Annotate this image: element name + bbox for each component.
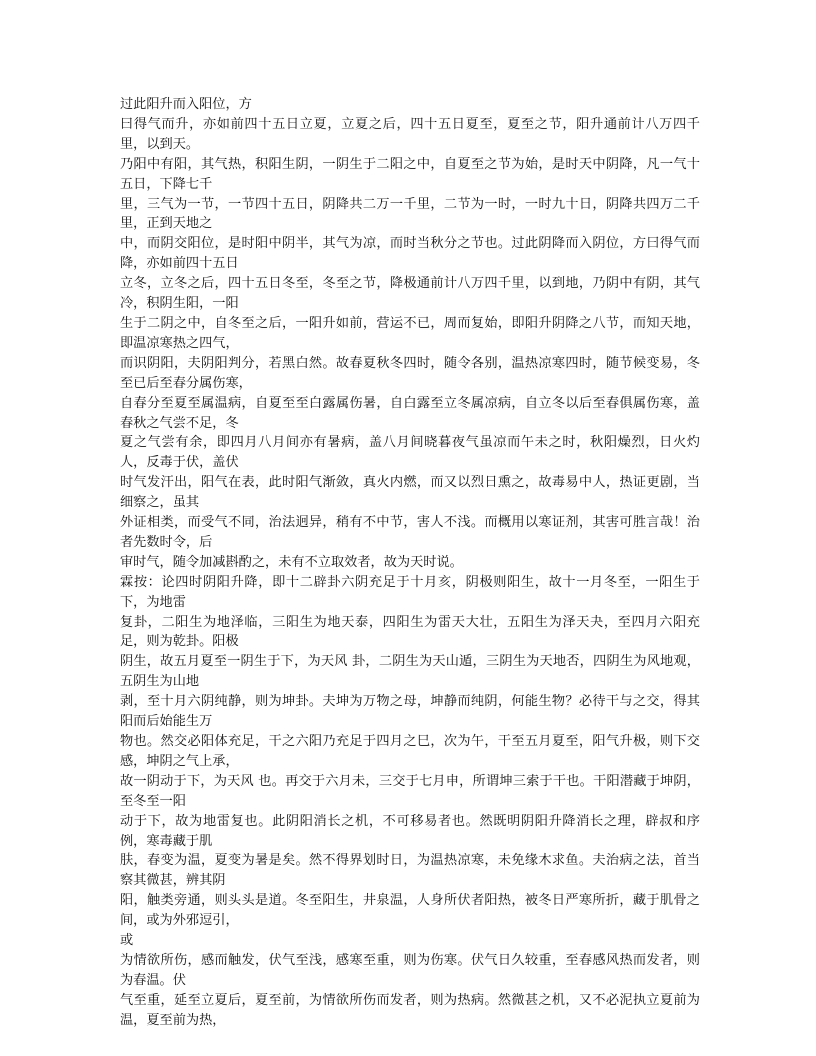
text-line: 中，而阴交阳位，是时阳中阴半，其气为凉，而时当秋分之节也。过此阴降而入阴位，方曰得气而降，亦如前四十五日 — [120, 236, 700, 272]
text-line: 故一阴动于下，为天风 也。再交于六月未，三交于七月申，所谓坤三索于干也。干阳潜藏于坤阴，至冬至一阳 — [120, 773, 700, 809]
text-line: 审时气，随令加减斟酌之，未有不立取效者，故为天时说。 — [120, 554, 463, 570]
text-line: 阳，触类旁通，则头头是道。冬至阳生，井泉温，人身所伏者阳热，被冬日严寒所折，藏于肌骨之间，或为外邪逗引， — [120, 893, 700, 929]
text-line: 动于下，故为地雷复也。此阴阳消长之机，不可移易者也。然既明阴阳升降消长之理，辟叔和序例，寒毒藏于肌 — [120, 813, 700, 849]
text-line: 里，三气为一节，一节四十五日，阴降共二万一千里，二节为一时，一时九十日，阴降共四万二千里，正到天地之 — [120, 196, 700, 232]
text-line: 自春分至夏至属温病，自夏至至白露属伤暑，自白露至立冬属凉病，自立冬以后至春俱属伤寒，盖春秋之气尝不足，冬 — [120, 395, 700, 431]
text-line: 曰得气而升，亦如前四十五日立夏，立夏之后，四十五日夏至，夏至之节，阳升通前计八万四千里，以到天。 — [120, 116, 700, 152]
text-line: 气至重，延至立夏后，夏至前，为情欲所伤而发者，则为热病。然微甚之机，又不必泥执立夏前为温，夏至前为热， — [120, 992, 700, 1028]
document-page — [120, 95, 700, 1031]
text-line: 肤，春变为温，夏变为暑是矣。然不得界划时日，为温热凉寒，未免缘木求鱼。夫治病之法，首当察其微甚，辨其阴 — [120, 853, 700, 889]
text-line: 阴生，故五月夏至一阴生于下，为天风 卦，二阴生为天山遁，三阴生为天地否，四阴生为风地观，五阴生为山地 — [120, 654, 700, 690]
text-line: 霖按：论四时阴阳升降，即十二辟卦六阴充足于十月亥，阴极则阳生，故十一月冬至，一阳生于下，为地雷 — [120, 574, 700, 610]
text-line: 剥，至十月六阴纯静，则为坤卦。夫坤为万物之母，坤静而纯阴，何能生物？必待干与之交，得其阳而后始能生万 — [120, 694, 700, 730]
text-line: 而识阴阳，夫阴阳判分，若黑白然。故春夏秋冬四时，随令各别，温热凉寒四时，随节候变易，冬至已后至春分属伤寒， — [120, 355, 700, 391]
text-line: 过此阳升而入阳位，方 — [120, 97, 252, 112]
text-line: 物也。然交必阳体充足，干之六阳乃充足于四月之巳，次为午，干至五月夏至，阳气升极，则下交感，坤阴之气上承， — [120, 734, 700, 769]
text-line: 生于二阴之中，自冬至之后，一阳升如前，营运不已，周而复始，即阳升阴降之八节，而知天地，即温凉寒热之四气， — [120, 315, 700, 351]
text-line: 乃阳中有阳，其气热，积阳生阴，一阴生于二阳之中，自夏至之节为始，是时天中阴降，凡一气十五日，下降七千 — [120, 156, 700, 192]
text-line: 立冬，立冬之后，四十五日冬至，冬至之节，降极通前计八万四千里，以到地，乃阴中有阴，其气冷，积阴生阳，一阳 — [120, 276, 700, 312]
text-line: 外证相类，而受气不同，治法迥异，稍有不中节，害人不浅。而概用以寒证剂，其害可胜言哉！治者先数时令，后 — [120, 515, 700, 550]
text-line: 夏之气尝有余，即四月八月间亦有暑病，盖八月间晓暮夜气虽凉而午未之时，秋阳燥烈，日火灼人，反毒于伏，盖伏 — [120, 435, 700, 471]
text-line: 时气发汗出，阳气在表，此时阳气渐敛，真火内燃，而又以烈日熏之，故毒易中人，热证更剧，当细察之，虽其 — [120, 475, 700, 511]
text-line: 为情欲所伤，感而触发，伏气至浅，感寒至重，则为伤寒。伏气日久较重，至春感风热而发者，则为春温。伏 — [120, 952, 700, 988]
text-line: 或 — [120, 933, 134, 949]
text-line: 复卦，二阳生为地泽临，三阳生为地天泰，四阳生为雷天大壮，五阳生为泽天夬，至四月六阳充足，则为乾卦。阳极 — [120, 614, 700, 650]
